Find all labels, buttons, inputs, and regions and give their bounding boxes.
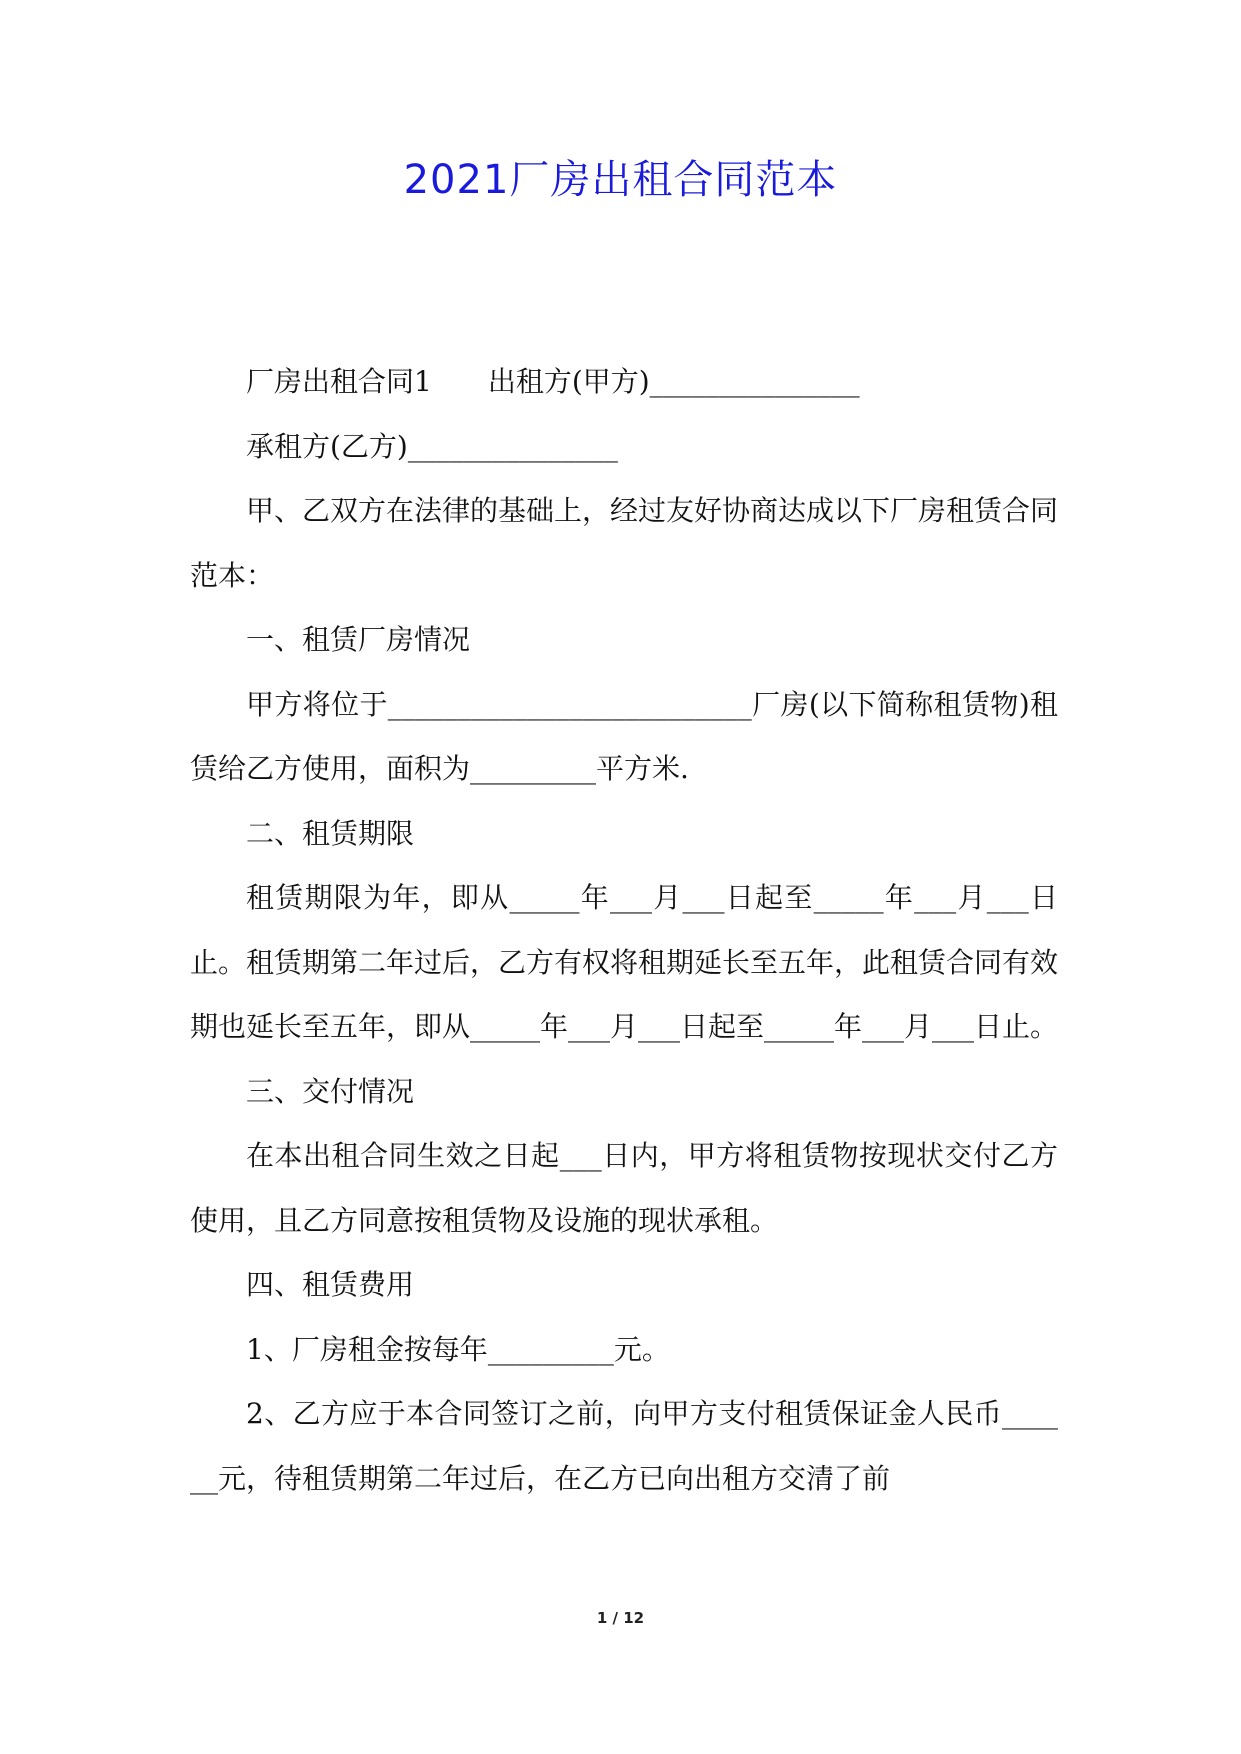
page-number: 1 / 12 — [596, 1609, 645, 1627]
section-heading: 三、交付情况 — [246, 1074, 415, 1108]
paragraph: 在本出租合同生效之日起___日内，甲方将租赁物按现状交付乙方使用，且乙方同意按租赁物及设施的现状承租。 — [190, 1139, 1058, 1237]
section-heading: 二、租赁期限 — [246, 816, 415, 850]
document-title: 2021厂房出租合同范本 — [403, 157, 838, 203]
paragraph: 甲、乙双方在法律的基础上，经过友好协商达成以下厂房租赁合同范本： — [190, 494, 1059, 592]
paragraph: 承租方(乙方)_______________ — [246, 429, 618, 463]
paragraph: 2、乙方应于本合同签订之前，向甲方支付租赁保证金人民币______元，待租赁期第二年过后，在乙方已向出租方交清了前 — [190, 1397, 1058, 1495]
document-body — [190, 350, 1058, 1511]
section-heading: 一、租赁厂房情况 — [246, 623, 471, 656]
section-heading: 四、租赁费用 — [246, 1268, 415, 1301]
paragraph: 租赁期限为年，即从_____年___月___日起至_____年___月___日止。租赁期第二年过后，乙方有权将租期延长至五年，此租赁合同有效期也延长至五年，即从_____年___月___日起至_____年___月___日止。 — [190, 881, 1059, 1043]
paragraph: 1、厂房租金按每年_________元。 — [246, 1332, 670, 1366]
paragraph: 甲方将位于__________________________厂房(以下简称租赁物)租赁给乙方使用，面积为_________平方米. — [190, 687, 1058, 785]
paragraph: 厂房出租合同1 出租方(甲方)_______________ — [246, 365, 860, 398]
